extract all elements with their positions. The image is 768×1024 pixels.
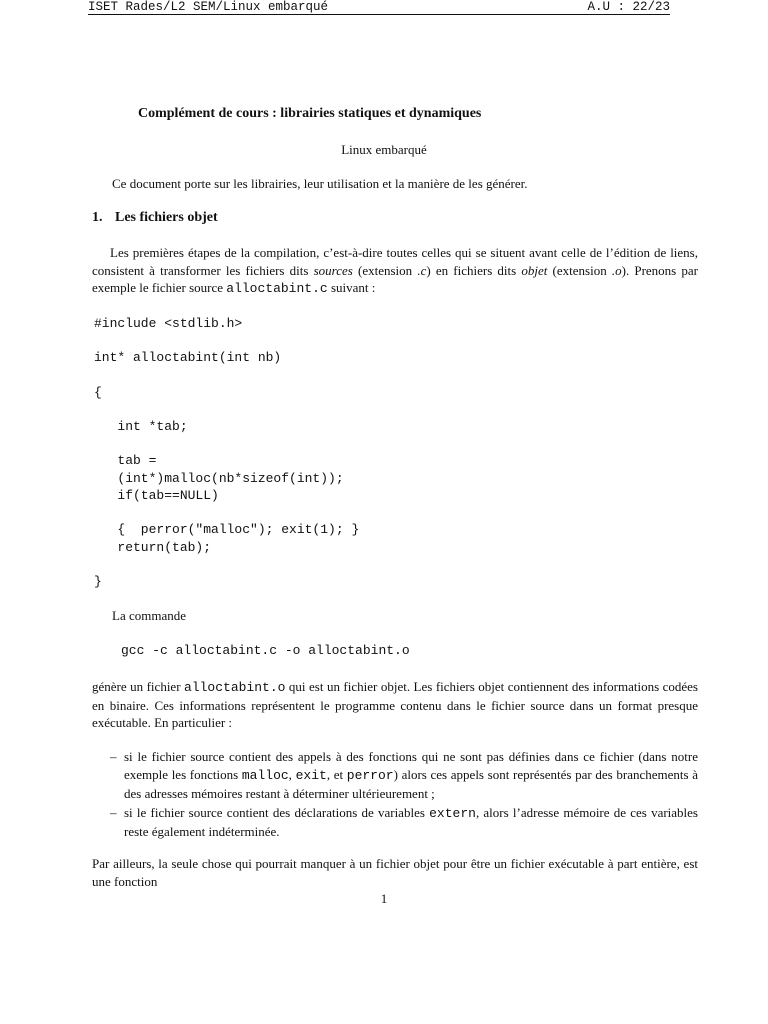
list-item — [110, 804, 698, 841]
p1-text-b: (extension — [352, 262, 418, 278]
document-subtitle: Linux embarqué — [341, 142, 427, 157]
bullet-dash: – — [110, 749, 117, 764]
paragraph-compilation — [92, 244, 698, 298]
section-number: 1. — [92, 210, 103, 225]
page-header — [88, 0, 670, 15]
p1-objet: objet — [521, 262, 548, 278]
p1-text-f: suivant : — [327, 280, 376, 295]
b2-keyword-extern: extern — [429, 806, 476, 821]
code-line: } — [94, 574, 102, 589]
list-item — [110, 748, 698, 803]
p1-sources: sources — [313, 262, 353, 278]
code-line: int *tab; — [94, 419, 188, 434]
header-right: A.U : 22/23 — [587, 0, 670, 14]
code-line: int* alloctabint(int nb) — [94, 350, 282, 365]
page-number: 1 — [380, 891, 388, 906]
p2-filename: alloctabint.o — [184, 680, 286, 695]
bullet-dash: – — [110, 805, 117, 820]
p1-text-d: (extension — [547, 262, 612, 278]
code-line: #include <stdlib.h> — [94, 316, 243, 331]
b1-text-a: si le fichier source contient des appels à des fonctions qui ne sont pas définies dans ce fichier (dans notre exemple les fonctions — [124, 749, 698, 782]
b1-func-perror: perror — [346, 768, 394, 783]
command-label: La commande — [112, 608, 186, 623]
document-title: Complément de cours : librairies statiques et dynamiques — [138, 106, 482, 121]
b1-text-b: ) alors ces appels sont représentés par des branchements à des adresses mémoires restant à déterminer ultérieurement ; — [124, 767, 699, 801]
bullet-list — [110, 748, 698, 842]
b2-text-b: , alors l’adresse mémoire de ces variables reste également indéterminée. — [124, 805, 698, 839]
p2-text-b: qui est un fichier objet. Les fichiers objet contiennent des informations codées en binaire. Ces informations représentent le programme contenu dans le fichier source dans un format presque exécutable. En particulier : — [92, 679, 698, 730]
paragraph-object-file — [92, 678, 698, 732]
b1-func-malloc: malloc — [241, 768, 289, 783]
paragraph-closing: Par ailleurs, la seule chose qui pourrait manquer à un fichier objet pour être un fichier exécutable à part entière, est une fonction — [92, 856, 698, 889]
header-left: ISET Rades/L2 SEM/Linux embarqué — [88, 0, 329, 14]
section-title: Les fichiers objet — [115, 210, 218, 225]
p2-text-a: génère un fichier — [92, 679, 185, 694]
code-line: if(tab==NULL) — [94, 488, 219, 503]
gcc-command: gcc -c alloctabint.c -o alloctabint.o — [121, 643, 410, 658]
code-line: tab = — [94, 453, 157, 468]
code-line: { — [94, 385, 102, 400]
b1-sep-1: , — [288, 767, 296, 782]
p1-ext-c: .c — [417, 262, 427, 278]
p1-text-e: ). Prenons par exemple le fichier source — [92, 262, 698, 295]
code-line: (int*)malloc(nb*sizeof(int)); — [94, 471, 344, 486]
code-line: { perror("malloc"); exit(1); } — [94, 522, 360, 537]
p1-filename: alloctabint.c — [226, 281, 328, 296]
p1-text-a: Les premières étapes de la compilation, c’est-à-dire toutes celles qui se situent avant celle de l’édition de liens, consistent à transformer les fichiers dits — [92, 245, 698, 278]
b2-text-a: si le fichier source contient des déclarations de variables — [124, 805, 430, 820]
p1-ext-o: .o — [611, 262, 622, 278]
b1-func-exit: exit — [295, 768, 327, 783]
section-heading — [92, 210, 218, 226]
code-line: return(tab); — [94, 540, 212, 555]
b1-sep-2: , et — [326, 767, 347, 782]
p1-text-c: ) en fichiers dits — [426, 262, 522, 278]
intro-paragraph: Ce document porte sur les librairies, leur utilisation et la manière de les générer. — [112, 176, 528, 191]
